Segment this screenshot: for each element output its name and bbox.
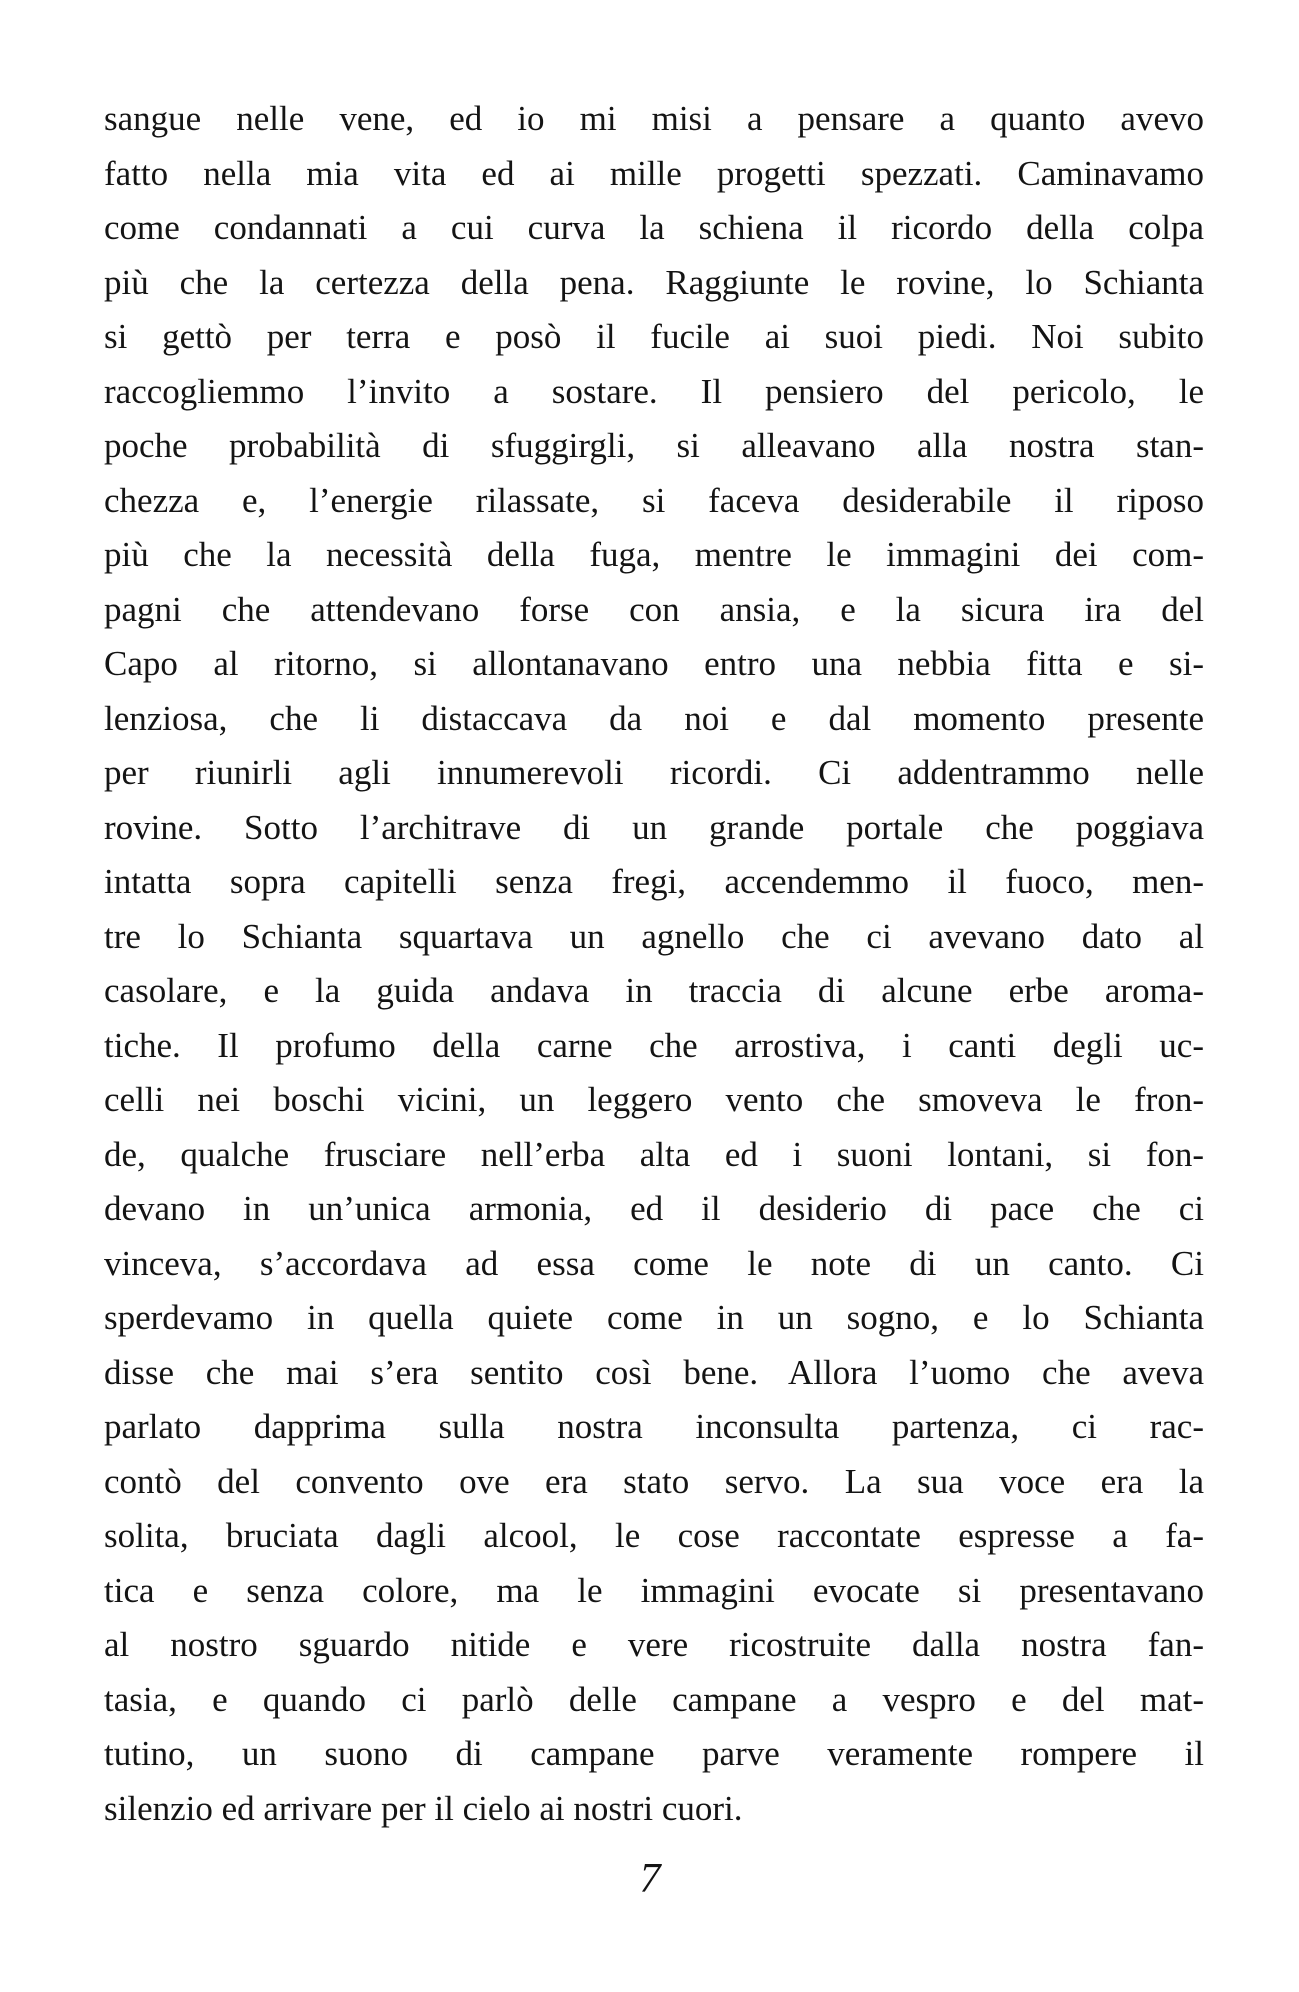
text-line: celli nei boschi vicini, un leggero vento che smoveva le fron- — [104, 1080, 1204, 1119]
text-line: tutino, un suono di campane parve veramente rompere il — [104, 1734, 1204, 1773]
text-line: pagni che attendevano forse con ansia, e la sicura ira del — [104, 589, 1204, 629]
text-line: contò del convento ove era stato servo. La sua voce era la — [104, 1461, 1204, 1501]
text-line: tiche. Il profumo della carne che arrostiva, i canti degli uc- — [104, 1025, 1204, 1065]
text-line: casolare, e la guida andava in traccia di alcune erbe aroma- — [104, 971, 1204, 1010]
text-line: raccogliemmo l’invito a sostare. Il pensiero del pericolo, le — [104, 371, 1204, 411]
text-line: per riunirli agli innumerevoli ricordi. Ci addentrammo nelle — [104, 753, 1204, 792]
text-line: tica e senza colore, ma le immagini evocate si presentavano — [104, 1570, 1204, 1610]
text-line: de, qualche frusciare nell’erba alta ed i suoni lontani, si fon- — [104, 1134, 1204, 1174]
page-number: 7 — [639, 1856, 661, 1902]
text-line: disse che mai s’era sentito così bene. Allora l’uomo che aveva — [104, 1352, 1204, 1392]
text-line: intatta sopra capitelli senza fregi, accendemmo il fuoco, men- — [104, 862, 1204, 901]
text-line: parlato dapprima sulla nostra inconsulta partenza, ci rac- — [104, 1407, 1204, 1446]
text-line: al nostro sguardo nitide e vere ricostruite dalla nostra fan- — [104, 1625, 1204, 1664]
text-line: chezza e, l’energie rilassate, si faceva desiderabile il riposo — [104, 480, 1204, 520]
text-line: rovine. Sotto l’architrave di un grande portale che poggiava — [104, 807, 1204, 847]
text-line: più che la necessità della fuga, mentre le immagini dei com- — [104, 535, 1204, 574]
text-line: tre lo Schianta squartava un agnello che ci avevano dato al — [104, 916, 1204, 956]
text-line: devano in un’unica armonia, ed il desiderio di pace che ci — [104, 1189, 1204, 1228]
text-line: più che la certezza della pena. Raggiunte le rovine, lo Schianta — [104, 262, 1204, 302]
text-line: si gettò per terra e posò il fucile ai suoi piedi. Noi subito — [104, 317, 1204, 356]
text-line: poche probabilità di sfuggirgli, si alleavano alla nostra stan- — [104, 426, 1204, 465]
text-line: vinceva, s’accordava ad essa come le note di un canto. Ci — [104, 1243, 1204, 1283]
body-text — [104, 92, 1204, 1836]
text-line: silenzio ed arrivare per il cielo ai nostri cuori. — [104, 1788, 743, 1828]
text-line: solita, bruciata dagli alcool, le cose raccontate espresse a fa- — [104, 1516, 1204, 1555]
text-line: Capo al ritorno, si allontanavano entro una nebbia fitta e si- — [104, 644, 1204, 683]
text-line: come condannati a cui curva la schiena il ricordo della colpa — [104, 208, 1204, 247]
text-line: sperdevamo in quella quiete come in un sogno, e lo Schianta — [104, 1298, 1204, 1337]
text-line: tasia, e quando ci parlò delle campane a vespro e del mat- — [104, 1679, 1204, 1719]
text-line: sangue nelle vene, ed io mi misi a pensare a quanto avevo — [104, 99, 1204, 138]
text-line: lenziosa, che li distaccava da noi e dal momento presente — [104, 698, 1204, 738]
text-line: fatto nella mia vita ed ai mille progetti spezzati. Caminavamo — [104, 153, 1204, 193]
